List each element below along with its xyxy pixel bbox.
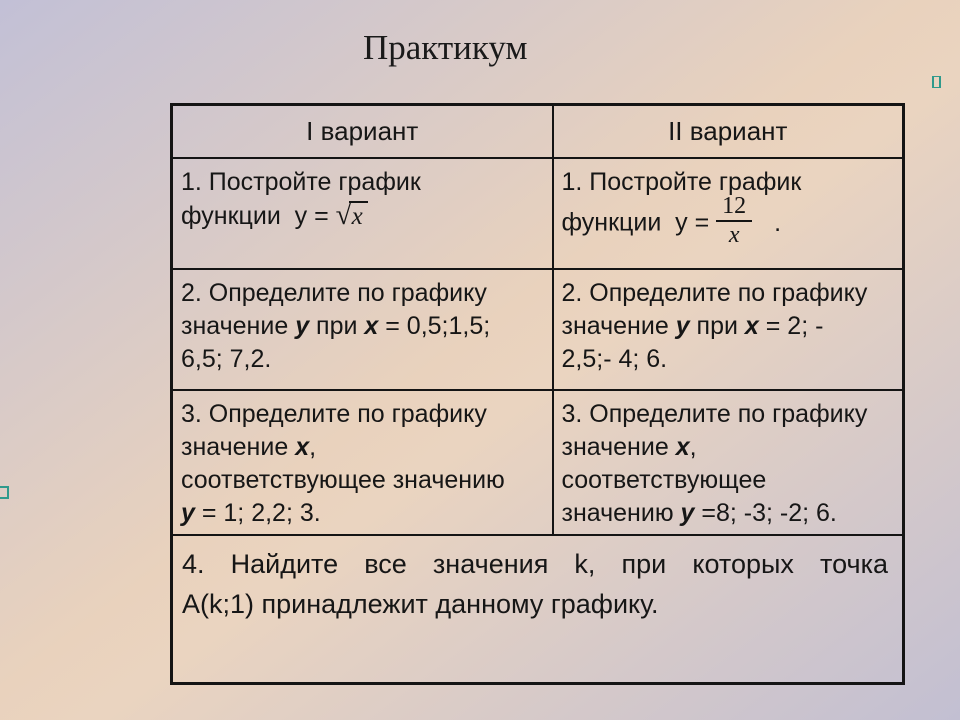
task3-variant2-cell	[553, 390, 904, 535]
task4-line1: 4. Найдите все значения k, при которых точка	[182, 549, 888, 579]
tasks-table	[170, 103, 905, 685]
task1-v1-line1: 1. Постройте график	[181, 168, 421, 196]
slide-title: Практикум	[363, 28, 528, 67]
var-y: y	[181, 499, 195, 527]
fraction-numerator: 12	[716, 193, 752, 222]
task3-v2-line1: 3. Определите по графику	[561, 400, 868, 428]
radical-sign: √	[335, 199, 352, 231]
task3-variant1-cell	[172, 390, 553, 535]
task4-line2: A(k;1) принадлежит данному графику.	[182, 589, 659, 619]
var-y: y	[680, 499, 695, 527]
task2-variant1-cell	[172, 269, 553, 390]
var-x: x	[364, 312, 379, 340]
task-2-row	[172, 269, 904, 390]
task3-v1-line1: 3. Определите по графику	[181, 400, 487, 428]
task-1-row	[172, 158, 904, 269]
task2-v2-line2: значение y при x = 2; -	[561, 312, 824, 340]
task3-v2-line2: значение x,	[561, 433, 697, 461]
task1-variant2-cell	[553, 158, 904, 269]
var-x: x	[675, 433, 690, 461]
task1-v1-line2: функции y = √x	[181, 199, 546, 233]
task4-merged-cell	[172, 535, 904, 684]
task-4-row	[172, 535, 904, 684]
var-x: x	[295, 433, 310, 461]
task1-variant1-cell	[172, 158, 553, 269]
variant-2-header: II вариант	[553, 105, 904, 159]
fraction-formula	[716, 193, 752, 249]
task1-v2-line2: функции y = $\frac{12}{x}$ .	[561, 193, 782, 248]
radicand: x	[349, 201, 368, 230]
task3-v1-line2: значение x,	[181, 433, 317, 461]
task3-v1-line4: y = 1; 2,2; 3.	[181, 499, 321, 527]
sentence-period: .	[774, 208, 782, 237]
placeholder-glyph-top-right	[932, 76, 941, 88]
task2-v1-line1: 2. Определите по графику	[181, 279, 487, 307]
var-y: y	[675, 312, 690, 340]
placeholder-glyph-bottom-left	[0, 486, 9, 499]
task2-v2-line3: 2,5;- 4; 6.	[561, 345, 668, 373]
task3-v1-line3: соответствующее значению	[181, 466, 505, 494]
task3-v2-line4: значению y =8; -3; -2; 6.	[561, 499, 837, 527]
var-y: y	[295, 312, 310, 340]
task2-v2-line1: 2. Определите по графику	[561, 279, 868, 307]
task1-v2-line1: 1. Постройте график	[561, 168, 802, 196]
sqrt-formula	[336, 199, 368, 233]
task2-variant2-cell	[553, 269, 904, 390]
task-3-row	[172, 390, 904, 535]
task2-v1-line3: 6,5; 7,2.	[181, 345, 272, 373]
task3-v2-line3: соответствующее	[561, 466, 767, 494]
variant-1-header: I вариант	[172, 105, 553, 159]
var-x: x	[744, 312, 759, 340]
fraction-denominator: x	[728, 222, 740, 248]
task2-v1-line2: значение y при x = 0,5;1,5;	[181, 312, 491, 340]
table-header-row	[172, 105, 904, 159]
